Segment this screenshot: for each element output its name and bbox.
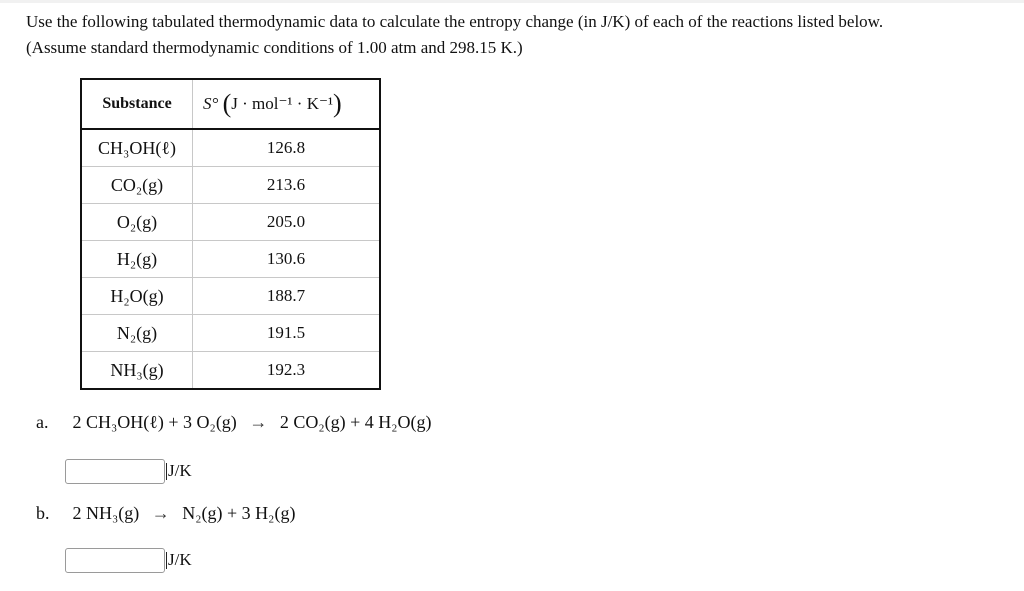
reaction-a-arrow: → xyxy=(249,412,268,432)
reaction-b-reactants: 2 NH₃(g) xyxy=(72,503,140,523)
reaction-b xyxy=(36,503,295,524)
question-line-2: (Assume standard thermodynamic conditions of 1.00 atm and 298.15 K.) xyxy=(26,38,523,57)
entropy-value-cell: 130.6 xyxy=(193,241,380,278)
entropy-value-cell: 213.6 xyxy=(193,167,380,204)
answer-a-cursor xyxy=(166,463,167,480)
answer-b-input[interactable] xyxy=(65,548,165,573)
header-entropy: S° (J · mol⁻¹ · K⁻¹) xyxy=(193,80,380,129)
question-text xyxy=(26,9,1011,61)
table-row xyxy=(82,315,379,352)
answer-b-cursor xyxy=(166,552,167,569)
entropy-value-cell: 188.7 xyxy=(193,278,380,315)
substance-cell: CH₃OH(ℓ) xyxy=(82,129,193,167)
entropy-value-cell: 126.8 xyxy=(193,129,380,167)
reaction-a xyxy=(36,412,432,433)
header-entropy-units: J · mol⁻¹ · K⁻¹ xyxy=(231,94,334,113)
entropy-value-cell: 191.5 xyxy=(193,315,380,352)
substance-cell: NH₃(g) xyxy=(82,352,193,389)
reaction-a-label: a. xyxy=(36,412,49,432)
answer-b-unit: J/K xyxy=(168,550,192,569)
table-row xyxy=(82,278,379,315)
top-edge xyxy=(0,0,1024,3)
entropy-table xyxy=(80,78,381,390)
substance-cell: O₂(g) xyxy=(82,204,193,241)
question-line-1: Use the following tabulated thermodynamic data to calculate the entropy change (in J/K) of each of the reactions listed below. xyxy=(26,12,884,31)
table-row xyxy=(82,241,379,278)
reaction-b-label: b. xyxy=(36,503,50,523)
header-entropy-symbol: S° xyxy=(203,94,219,113)
reaction-a-products: 2 CO₂(g) + 4 H₂O(g) xyxy=(279,412,432,432)
table-row xyxy=(82,352,379,389)
reaction-b-arrow: → xyxy=(151,503,170,523)
header-substance: Substance xyxy=(82,80,193,129)
substance-cell: N₂(g) xyxy=(82,315,193,352)
substance-cell: H₂O(g) xyxy=(82,278,193,315)
table-row xyxy=(82,167,379,204)
reaction-b-products: N₂(g) + 3 H₂(g) xyxy=(182,503,296,523)
substance-cell: H₂(g) xyxy=(82,241,193,278)
table-row xyxy=(82,204,379,241)
table-header-row xyxy=(82,80,379,129)
entropy-value-cell: 192.3 xyxy=(266,360,306,379)
reaction-a-reactants: 2 CH₃OH(ℓ) + 3 O₂(g) xyxy=(72,412,237,432)
answer-a-unit: J/K xyxy=(168,461,192,480)
entropy-value-cell: 205.0 xyxy=(193,204,380,241)
substance-cell: CO₂(g) xyxy=(82,167,193,204)
answer-a-input[interactable] xyxy=(65,459,165,484)
table-row xyxy=(82,129,379,167)
